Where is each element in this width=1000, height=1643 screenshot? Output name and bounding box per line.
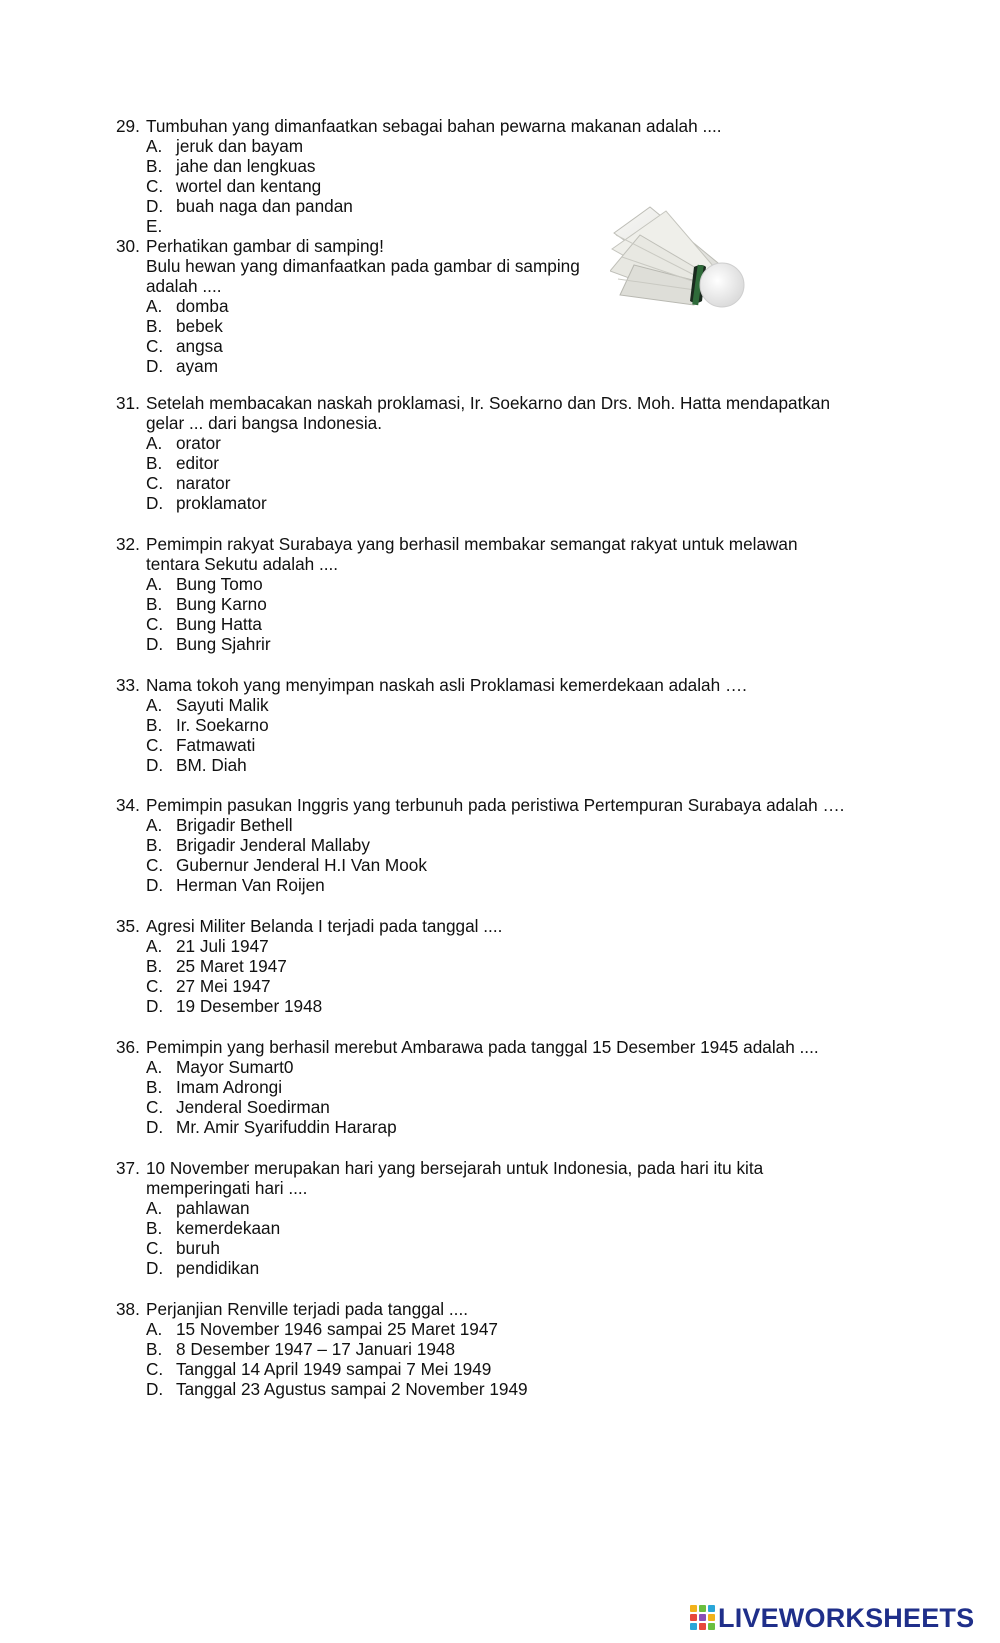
option-letter: B. bbox=[146, 835, 163, 855]
option-letter: A. bbox=[146, 695, 163, 715]
option-text: 21 Juli 1947 bbox=[176, 936, 269, 956]
option-text: Herman Van Roijen bbox=[176, 875, 325, 895]
option-text: proklamator bbox=[176, 493, 267, 513]
question-number: 36. bbox=[116, 1037, 140, 1057]
option-text: narator bbox=[176, 473, 231, 493]
option-letter: D. bbox=[146, 1379, 164, 1399]
option-letter: D. bbox=[146, 875, 164, 895]
option-letter: D. bbox=[146, 493, 164, 513]
question-stem: adalah .... bbox=[146, 276, 222, 296]
question-number: 38. bbox=[116, 1299, 140, 1319]
option-letter: B. bbox=[146, 594, 163, 614]
option-text: jeruk dan bayam bbox=[176, 136, 304, 156]
option-letter: A. bbox=[146, 136, 163, 156]
question-stem: memperingati hari .... bbox=[146, 1178, 308, 1198]
question-stem: Pemimpin rakyat Surabaya yang berhasil membakar semangat rakyat untuk melawan bbox=[146, 534, 798, 554]
option-text: Mayor Sumart0 bbox=[176, 1057, 294, 1077]
option-letter: C. bbox=[146, 1238, 164, 1258]
option-letter: C. bbox=[146, 855, 164, 875]
option-letter: B. bbox=[146, 1218, 163, 1238]
question-number: 32. bbox=[116, 534, 140, 554]
option-letter: D. bbox=[146, 755, 164, 775]
option-text: Sayuti Malik bbox=[176, 695, 269, 715]
option-letter: D. bbox=[146, 356, 164, 376]
option-letter: D. bbox=[146, 634, 164, 654]
question-stem: tentara Sekutu adalah .... bbox=[146, 554, 339, 574]
option-letter: B. bbox=[146, 453, 163, 473]
question-stem: Nama tokoh yang menyimpan naskah asli Proklamasi kemerdekaan adalah …. bbox=[146, 675, 747, 695]
option-text: Bung Hatta bbox=[176, 614, 262, 634]
option-text: 15 November 1946 sampai 25 Maret 1947 bbox=[176, 1319, 498, 1339]
option-text: bebek bbox=[176, 316, 223, 336]
option-text: Ir. Soekarno bbox=[176, 715, 269, 735]
option-text: kemerdekaan bbox=[176, 1218, 281, 1238]
question-stem: Pemimpin yang berhasil merebut Ambarawa pada tanggal 15 Desember 1945 adalah .... bbox=[146, 1037, 819, 1057]
option-text: Bung Karno bbox=[176, 594, 267, 614]
option-text: ayam bbox=[176, 356, 219, 376]
question-stem: 10 November merupakan hari yang bersejarah untuk Indonesia, pada hari itu kita bbox=[146, 1158, 764, 1178]
option-text: Fatmawati bbox=[176, 735, 256, 755]
question-stem: Perhatikan gambar di samping! bbox=[146, 236, 384, 256]
option-letter: A. bbox=[146, 936, 163, 956]
question-number: 37. bbox=[116, 1158, 140, 1178]
option-letter: D. bbox=[146, 1258, 164, 1278]
liveworksheets-logo bbox=[690, 1601, 990, 1635]
option-letter: C. bbox=[146, 1097, 164, 1117]
option-letter: B. bbox=[146, 1077, 163, 1097]
option-letter: C. bbox=[146, 473, 164, 493]
question-stem: Perjanjian Renville terjadi pada tanggal .... bbox=[146, 1299, 468, 1319]
option-letter: B. bbox=[146, 956, 163, 976]
option-letter: B. bbox=[146, 715, 163, 735]
question-number: 30. bbox=[116, 236, 140, 256]
option-letter: A. bbox=[146, 1319, 163, 1339]
option-letter: A. bbox=[146, 1198, 163, 1218]
option-text: Tanggal 23 Agustus sampai 2 November 1949 bbox=[176, 1379, 528, 1399]
question-stem: Tumbuhan yang dimanfaatkan sebagai bahan pewarna makanan adalah .... bbox=[146, 116, 722, 136]
option-letter: C. bbox=[146, 1359, 164, 1379]
option-text: editor bbox=[176, 453, 219, 473]
option-letter: D. bbox=[146, 996, 164, 1016]
question-number: 35. bbox=[116, 916, 140, 936]
option-text: Jenderal Soedirman bbox=[176, 1097, 330, 1117]
option-letter: A. bbox=[146, 1057, 163, 1077]
question-stem: Agresi Militer Belanda I terjadi pada tanggal .... bbox=[146, 916, 503, 936]
option-text: buah naga dan pandan bbox=[176, 196, 353, 216]
option-letter: E. bbox=[146, 216, 163, 236]
option-letter: C. bbox=[146, 614, 164, 634]
option-text: pahlawan bbox=[176, 1198, 250, 1218]
option-text: BM. Diah bbox=[176, 755, 247, 775]
option-letter: A. bbox=[146, 815, 163, 835]
option-text: buruh bbox=[176, 1238, 220, 1258]
option-text: Tanggal 14 April 1949 sampai 7 Mei 1949 bbox=[176, 1359, 492, 1379]
option-text: 25 Maret 1947 bbox=[176, 956, 287, 976]
option-text: Gubernur Jenderal H.I Van Mook bbox=[176, 855, 427, 875]
option-text: Brigadir Jenderal Mallaby bbox=[176, 835, 370, 855]
question-stem: Pemimpin pasukan Inggris yang terbunuh pada peristiwa Pertempuran Surabaya adalah …. bbox=[146, 795, 845, 815]
option-letter: B. bbox=[146, 1339, 163, 1359]
option-text: 8 Desember 1947 – 17 Januari 1948 bbox=[176, 1339, 456, 1359]
option-text: orator bbox=[176, 433, 221, 453]
liveworksheets-wordmark: LIVEWORKSHEETS bbox=[718, 1603, 975, 1633]
option-letter: C. bbox=[146, 976, 164, 996]
option-text: wortel dan kentang bbox=[176, 176, 322, 196]
option-letter: A. bbox=[146, 296, 163, 316]
option-text: domba bbox=[176, 296, 229, 316]
option-text: Mr. Amir Syarifuddin Hararap bbox=[176, 1117, 397, 1137]
option-letter: C. bbox=[146, 735, 164, 755]
question-number: 31. bbox=[116, 393, 140, 413]
question-number: 33. bbox=[116, 675, 140, 695]
option-letter: A. bbox=[146, 574, 163, 594]
question-number: 34. bbox=[116, 795, 140, 815]
option-text: Bung Sjahrir bbox=[176, 634, 271, 654]
option-text: pendidikan bbox=[176, 1258, 260, 1278]
option-text: Imam Adrongi bbox=[176, 1077, 283, 1097]
option-letter: C. bbox=[146, 336, 164, 356]
question-number: 29. bbox=[116, 116, 140, 136]
option-text: 27 Mei 1947 bbox=[176, 976, 271, 996]
liveworksheets-logo-icon bbox=[690, 1605, 716, 1631]
option-letter: A. bbox=[146, 433, 163, 453]
option-letter: D. bbox=[146, 196, 164, 216]
option-letter: B. bbox=[146, 156, 163, 176]
option-letter: C. bbox=[146, 176, 164, 196]
option-text: jahe dan lengkuas bbox=[176, 156, 316, 176]
option-text: angsa bbox=[176, 336, 223, 356]
option-text: Bung Tomo bbox=[176, 574, 263, 594]
option-letter: D. bbox=[146, 1117, 164, 1137]
option-text: 19 Desember 1948 bbox=[176, 996, 323, 1016]
question-stem: Setelah membacakan naskah proklamasi, Ir. Soekarno dan Drs. Moh. Hatta mendapatkan bbox=[146, 393, 831, 413]
option-text: Brigadir Bethell bbox=[176, 815, 293, 835]
option-letter: B. bbox=[146, 316, 163, 336]
question-stem: gelar ... dari bangsa Indonesia. bbox=[146, 413, 383, 433]
shuttlecock-icon bbox=[610, 205, 750, 323]
question-stem: Bulu hewan yang dimanfaatkan pada gambar di samping bbox=[146, 256, 580, 276]
